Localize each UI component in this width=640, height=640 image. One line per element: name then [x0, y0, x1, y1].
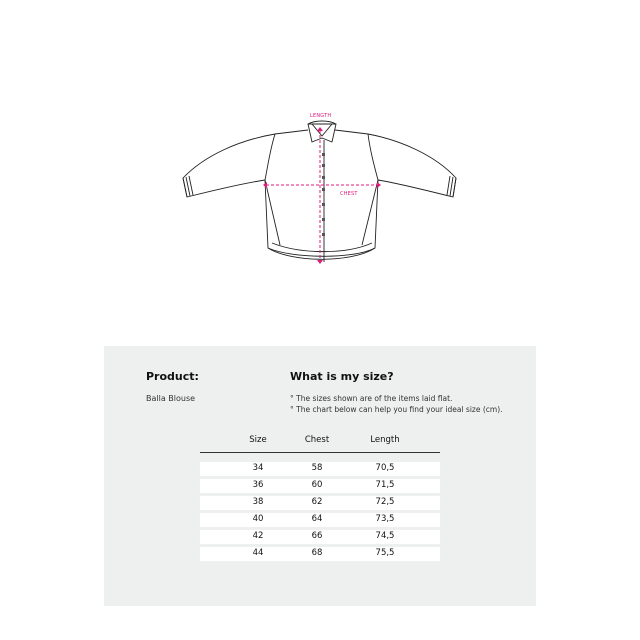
cell-chest: 64	[311, 514, 323, 524]
size-guide-heading: What is my size?	[290, 370, 394, 383]
column-header-length: Length	[370, 435, 400, 445]
table-row	[200, 513, 440, 527]
table-row	[200, 547, 440, 561]
cell-size: 34	[252, 463, 264, 473]
table-row	[200, 496, 440, 510]
shirt-drawing-icon	[0, 0, 640, 300]
cell-chest: 58	[311, 463, 323, 473]
table-row	[200, 530, 440, 544]
table-body	[200, 462, 440, 561]
size-table	[200, 432, 440, 564]
cell-length: 70,5	[375, 463, 395, 473]
table-row	[200, 462, 440, 476]
table-row	[200, 479, 440, 493]
cell-chest: 60	[311, 480, 323, 490]
note-ideal-size: ° The chart below can help you find your ideal size (cm).	[290, 405, 503, 414]
cell-size: 42	[252, 531, 264, 541]
chest-label: CHEST	[340, 191, 358, 197]
garment-illustration	[0, 0, 640, 300]
cell-length: 71,5	[375, 480, 395, 490]
cell-chest: 62	[311, 497, 323, 507]
cell-size: 44	[252, 548, 264, 558]
cell-length: 75,5	[375, 548, 395, 558]
cell-length: 72,5	[375, 497, 395, 507]
note-laid-flat: ° The sizes shown are of the items laid flat.	[290, 394, 453, 403]
table-header	[200, 432, 440, 453]
cell-chest: 66	[311, 531, 323, 541]
cell-chest: 68	[311, 548, 323, 558]
size-notes	[290, 393, 503, 415]
length-label: LENGTH	[310, 113, 332, 119]
cell-size: 38	[252, 497, 264, 507]
size-guide-panel	[104, 346, 536, 606]
cell-size: 36	[252, 480, 264, 490]
product-name: Balla Blouse	[146, 394, 196, 403]
cell-length: 74,5	[375, 531, 395, 541]
column-header-chest: Chest	[304, 435, 330, 445]
cell-length: 73,5	[375, 514, 395, 524]
column-header-size: Size	[249, 435, 267, 445]
cell-size: 40	[252, 514, 264, 524]
product-heading: Product:	[146, 370, 199, 383]
